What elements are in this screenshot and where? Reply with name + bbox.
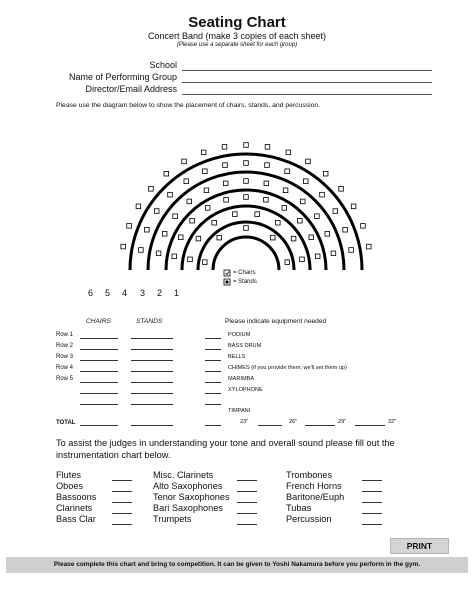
timpani-label: TIMPANI bbox=[228, 408, 251, 414]
dot-icon bbox=[225, 280, 228, 283]
print-button[interactable]: PRINT bbox=[390, 538, 449, 554]
seat-marker bbox=[223, 163, 228, 168]
seat-marker bbox=[164, 171, 169, 176]
seat-marker bbox=[202, 260, 207, 265]
stands-field[interactable] bbox=[131, 349, 173, 350]
row-label: Row 2 bbox=[56, 343, 74, 349]
instrument-label: Tubas bbox=[286, 503, 312, 513]
seat-marker bbox=[203, 169, 208, 174]
seat-marker bbox=[187, 199, 192, 204]
instrument-label: Clarinets bbox=[56, 503, 93, 513]
seat-marker bbox=[156, 251, 161, 256]
instrument-count-field[interactable] bbox=[362, 524, 382, 525]
equipment-label: CHIMES (if you provide them, we'll set them up) bbox=[228, 365, 347, 371]
seat-marker bbox=[190, 218, 195, 223]
chairs-field[interactable] bbox=[80, 349, 118, 350]
seat-marker bbox=[196, 236, 201, 241]
equipment-label: BELLS bbox=[228, 354, 246, 360]
row-number-5: 5 bbox=[105, 288, 111, 298]
legend-stands-label: = Stands bbox=[233, 279, 257, 285]
instrument-label: French Horns bbox=[286, 481, 342, 491]
chairs-field[interactable] bbox=[80, 338, 118, 339]
seat-marker bbox=[201, 150, 206, 155]
total-label: TOTAL bbox=[56, 420, 76, 426]
instrument-label: Flutes bbox=[56, 470, 82, 480]
seat-marker bbox=[285, 169, 290, 174]
timpani-size: 23" bbox=[240, 419, 249, 425]
seat-marker bbox=[331, 251, 336, 256]
seat-marker bbox=[173, 214, 178, 219]
timpani-23-field[interactable] bbox=[205, 425, 221, 426]
seat-marker bbox=[325, 232, 330, 237]
seat-marker bbox=[154, 209, 159, 214]
row-number-6: 6 bbox=[88, 288, 94, 298]
podium-field[interactable] bbox=[205, 338, 221, 339]
seat-marker bbox=[136, 204, 141, 209]
instrument-count-field[interactable] bbox=[237, 502, 257, 503]
seat-marker bbox=[366, 244, 371, 249]
seat-marker bbox=[361, 224, 366, 229]
seat-marker bbox=[244, 226, 249, 231]
chairs-field[interactable] bbox=[80, 371, 118, 372]
diagram-instructions: Please use the diagram below to show the placement of chairs, stands, and percussion. bbox=[56, 102, 321, 109]
seat-marker bbox=[168, 192, 173, 197]
instrument-count-field[interactable] bbox=[237, 524, 257, 525]
seating-row-arc bbox=[213, 237, 279, 270]
chairs-total-field[interactable] bbox=[80, 425, 118, 426]
chimes-field[interactable] bbox=[205, 371, 221, 372]
seat-marker bbox=[255, 212, 260, 217]
timpani-26-field[interactable] bbox=[258, 425, 282, 426]
instrument-count-field[interactable] bbox=[362, 480, 382, 481]
timpani-size: 26" bbox=[289, 419, 298, 425]
row-label: Row 4 bbox=[56, 365, 74, 371]
equipment-extra-field[interactable] bbox=[205, 404, 221, 405]
seat-marker bbox=[300, 199, 305, 204]
instrument-count-field[interactable] bbox=[237, 480, 257, 481]
seat-marker bbox=[298, 218, 303, 223]
equipment-header: Please indicate equipment needed bbox=[225, 318, 327, 325]
chairs-field[interactable] bbox=[80, 360, 118, 361]
instrument-count-field[interactable] bbox=[112, 513, 132, 514]
seat-marker bbox=[351, 204, 356, 209]
seat-marker bbox=[306, 159, 311, 164]
instrumentation-intro: To assist the judges in understanding your tone and overall sound please fill out the instrumentation chart below. bbox=[56, 438, 395, 460]
seat-marker bbox=[184, 179, 189, 184]
marimba-field[interactable] bbox=[205, 382, 221, 383]
seat-marker bbox=[265, 145, 270, 150]
legend-chairs-label: = Chairs bbox=[233, 270, 256, 276]
seat-marker bbox=[244, 179, 249, 184]
instrument-label: Baritone/Euph bbox=[286, 492, 345, 502]
seat-marker bbox=[300, 257, 305, 262]
page-title: Seating Chart bbox=[188, 14, 286, 31]
row-label: Row 5 bbox=[56, 376, 74, 382]
seat-marker bbox=[188, 257, 193, 262]
row-number-4: 4 bbox=[122, 288, 128, 298]
director-email-label: Director/Email Address bbox=[85, 84, 177, 94]
seat-marker bbox=[339, 187, 344, 192]
seat-marker bbox=[162, 232, 167, 237]
timpani-size: 29" bbox=[338, 419, 347, 425]
seat-marker bbox=[303, 179, 308, 184]
instrument-label: Alto Saxophones bbox=[153, 481, 223, 491]
seat-marker bbox=[127, 224, 132, 229]
seat-marker bbox=[333, 209, 338, 214]
instrument-label: Bari Saxophones bbox=[153, 503, 223, 513]
row-number-3: 3 bbox=[140, 288, 146, 298]
seat-marker bbox=[264, 181, 269, 186]
seat-marker bbox=[212, 220, 217, 225]
seat-marker bbox=[139, 248, 144, 253]
chairs-field[interactable] bbox=[80, 393, 118, 394]
stands-field[interactable] bbox=[131, 360, 173, 361]
page-note: (Please use a separate sheet for each group) bbox=[176, 42, 298, 48]
seat-marker bbox=[223, 181, 228, 186]
instrument-label: Trombones bbox=[286, 470, 333, 480]
bells-field[interactable] bbox=[205, 360, 221, 361]
seat-marker bbox=[244, 195, 249, 200]
row-number-2: 2 bbox=[157, 288, 163, 298]
instrument-count-field[interactable] bbox=[362, 491, 382, 492]
stands-field[interactable] bbox=[131, 404, 173, 405]
seat-marker bbox=[291, 236, 296, 241]
stands-header: STANDS bbox=[136, 318, 163, 325]
stands-field[interactable] bbox=[131, 371, 173, 372]
timpani-29-field[interactable] bbox=[305, 425, 335, 426]
stands-field[interactable] bbox=[131, 382, 173, 383]
seat-marker bbox=[244, 143, 249, 148]
seat-marker bbox=[244, 161, 249, 166]
stands-field[interactable] bbox=[131, 338, 173, 339]
seat-marker bbox=[178, 235, 183, 240]
seat-marker bbox=[320, 192, 325, 197]
instrument-count-field[interactable] bbox=[237, 513, 257, 514]
xylophone-field[interactable] bbox=[205, 393, 221, 394]
row-label: Row 3 bbox=[56, 354, 74, 360]
equipment-label: PODIUM bbox=[228, 332, 251, 338]
seat-marker bbox=[121, 244, 126, 249]
school-label: School bbox=[149, 60, 177, 70]
instrument-count-field[interactable] bbox=[112, 491, 132, 492]
stands-field[interactable] bbox=[131, 393, 173, 394]
chairs-field[interactable] bbox=[80, 382, 118, 383]
instrument-label: Bassoons bbox=[56, 492, 97, 502]
seat-marker bbox=[323, 171, 328, 176]
stands-total-field[interactable] bbox=[131, 425, 173, 426]
seat-marker bbox=[264, 197, 269, 202]
seat-marker bbox=[282, 206, 287, 211]
seat-marker bbox=[217, 235, 222, 240]
row-number-1: 1 bbox=[174, 288, 180, 298]
timpani-32-field[interactable] bbox=[355, 425, 385, 426]
bass-drum-field[interactable] bbox=[205, 349, 221, 350]
seat-marker bbox=[224, 197, 229, 202]
seat-marker bbox=[283, 188, 288, 193]
seat-marker bbox=[343, 227, 348, 232]
chairs-header: CHAIRS bbox=[86, 318, 111, 325]
seat-marker bbox=[182, 159, 187, 164]
seat-marker bbox=[286, 150, 291, 155]
seat-marker bbox=[222, 145, 227, 150]
equipment-label: BASS DRUM bbox=[228, 343, 262, 349]
seat-marker bbox=[145, 227, 150, 232]
equipment-label: MARIMBA bbox=[228, 376, 255, 382]
instrument-count-field[interactable] bbox=[362, 502, 382, 503]
footer-note: Please complete this chart and bring to competition. It can be given to Yoshi Nakamura before you perform in the gym. bbox=[6, 557, 468, 573]
seat-marker bbox=[309, 235, 314, 240]
instrument-count-field[interactable] bbox=[112, 480, 132, 481]
seat-marker bbox=[315, 254, 320, 259]
seat-marker bbox=[149, 187, 154, 192]
seat-marker bbox=[315, 214, 320, 219]
instrument-label: Oboes bbox=[56, 481, 84, 491]
seat-marker bbox=[349, 248, 354, 253]
seat-marker bbox=[233, 212, 238, 217]
seat-marker bbox=[285, 260, 290, 265]
instrument-label: Tenor Saxophones bbox=[153, 492, 230, 502]
seat-marker bbox=[265, 163, 270, 168]
seat-marker bbox=[270, 235, 275, 240]
timpani-size: 32" bbox=[388, 419, 397, 425]
chairs-field[interactable] bbox=[80, 404, 118, 405]
page-subtitle: Concert Band (make 3 copies of each sheet) bbox=[147, 31, 327, 41]
instrument-count-field[interactable] bbox=[112, 524, 132, 525]
row-label: Row 1 bbox=[56, 332, 74, 338]
instrument-label: Bass Clar bbox=[56, 514, 96, 524]
instrument-count-field[interactable] bbox=[237, 491, 257, 492]
group-name-label: Name of Performing Group bbox=[68, 72, 177, 82]
instrument-count-field[interactable] bbox=[112, 502, 132, 503]
instrument-label: Misc. Clarinets bbox=[153, 470, 214, 480]
equipment-label: XYLOPHONE bbox=[228, 387, 263, 393]
seat-marker bbox=[276, 220, 281, 225]
seat-marker bbox=[172, 254, 177, 259]
instrument-count-field[interactable] bbox=[362, 513, 382, 514]
seat-marker bbox=[205, 206, 210, 211]
instrument-label: Percussion bbox=[286, 514, 332, 524]
seat-marker bbox=[204, 188, 209, 193]
instrument-label: Trumpets bbox=[153, 514, 192, 524]
